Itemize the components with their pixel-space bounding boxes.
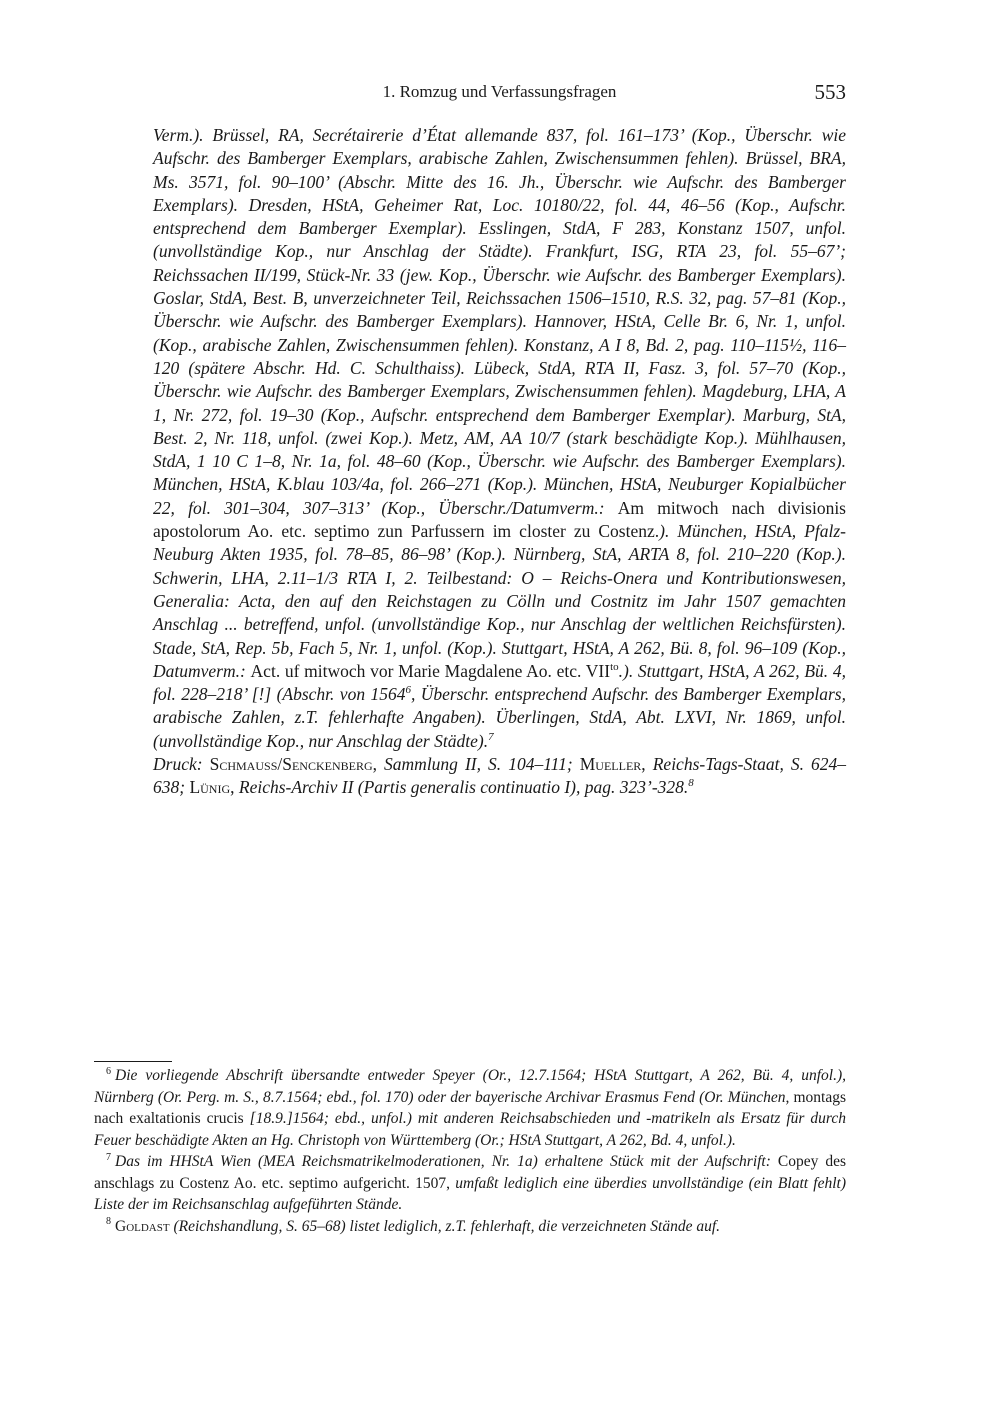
druck-author-3: Lünig, bbox=[189, 777, 235, 798]
footnote-7-number: 7 bbox=[106, 1151, 111, 1163]
druck-paragraph bbox=[153, 753, 846, 800]
druck-work-2: Reichs-Tags-Staat, S. 624–638; bbox=[153, 754, 847, 798]
date-quote-2: Act. uf mitwoch vor Marie Magdalene Ao. etc. $VII^{to}$ bbox=[250, 660, 619, 681]
sources-text-2: ). München, HStA, Pfalz-Neuburg Akten 1935, fol. 78–85, 86–98’ (Kop.). Nürnberg, StA, ARTA 8, fol. 210–220 (Kop.). Schwerin, LHA, 2.11–1/3 RTA I, 2. Teilbestand: O – Reichs-Onera und Kontributionswesen, Generalia: Acta, den auf den Reichstagen zu Cölln und Costnitz im Jahr 1507 gemachten Anschlag ... betreffend, unfol. (unvollständige Kop., nur Anschlag der weltlichen Reichsfürsten). Stade, StA, Rep. 5b, Fach 5, Nr. 1, unfol. (Kop.). Stuttgart, HStA, A 262, Bü. 8, fol. 96–109 (Kop., Datumverm.: bbox=[153, 521, 846, 681]
footnote-ref-6: 6 bbox=[405, 684, 411, 697]
date-quote-1: Am mitwoch nach divisionis apostolorum Ao. etc. septimo zun Parfussern im closter zu Costenz. bbox=[153, 497, 846, 542]
page-number: 553 bbox=[814, 80, 846, 104]
druck-work-3: Reichs-Archiv II (Partis generalis continuatio I), pag. 323’-328. bbox=[238, 777, 689, 798]
footnotes bbox=[94, 1065, 846, 1237]
footnote-6-number: 6 bbox=[106, 1065, 111, 1077]
footnote-rule bbox=[94, 1061, 172, 1062]
sources-text-3: .). Stuttgart, HStA, A 262, Bü. 4, fol. 228–218’ [!] (Abschr. von 1564 bbox=[153, 660, 847, 705]
footnote-8: $^8$ Goldast (Reichshandlung, S. 65–68) listet lediglich, z.T. fehlerhaft, die verzeichneten Stände auf. bbox=[106, 1216, 721, 1235]
footnote-ref-8: 8 bbox=[688, 777, 694, 790]
footnote-6-quote: montags nach exaltationis crucis bbox=[94, 1088, 846, 1127]
druck-label: Druck: bbox=[153, 754, 203, 775]
sources-paragraph bbox=[153, 124, 846, 753]
druck-author-2: Mueller, bbox=[579, 754, 646, 775]
footnote-8-author: Goldast bbox=[115, 1217, 170, 1235]
main-text bbox=[153, 124, 846, 800]
footnote-8-number: 8 bbox=[106, 1216, 111, 1228]
footnote-7: $^7$ Das im HHStA Wien (MEA Reichsmatrikelmoderationen, Nr. 1a) erhaltene Stück mit der Aufschrift: Copey des anschlags zu Costenz Ao. etc. septimo aufgericht. 1507, umfaßt lediglich eine überdies unvollständige (ein Blatt fehlt) Liste der im Reichsanschlag aufgeführten Stände. bbox=[94, 1151, 846, 1213]
footnote-6: $^6$ Die vorliegende Abschrift übersandte entweder Speyer (Or., 12.7.1564; HStA Stuttgart, A 262, Bü. 4, unfol.), Nürnberg (Or. Perg. m. S., 8.7.1564; ebd., fol. 170) oder der bayerische Archivar Erasmus Fend (Or. München, montags nach exaltationis crucis [18.9.]1564; ebd., unfol.) mit anderen Reichsabschieden und -matrikeln als Ersatz für durch Feuer beschädigte Akten an Hg. Christoph von Württemberg (Or.; HStA Stuttgart, A 262, Bd. 4, unfol.). bbox=[94, 1065, 846, 1149]
sources-text-4: , Überschr. entsprechend Aufschr. des Bamberger Exemplars, arabische Zahlen, z.T. fehlerhafte Angaben). Überlingen, StdA, Abt. LXVI, Nr. 1869, unfol. (unvollständige Kop., nur Anschlag der Städte). bbox=[153, 684, 846, 751]
running-head bbox=[153, 82, 846, 106]
footnote-ref-7: 7 bbox=[488, 730, 494, 743]
sources-text-1: Verm.). Brüssel, RA, Secrétairerie d’État allemande 837, fol. 161–173’ (Kop., Überschr. wie Aufschr. des Bamberger Exemplars, arabische Zahlen, Zwischensummen fehlen). Brüssel, BRA, Ms. 3571, fol. 90–100’ (Abschr. Mitte des 16. Jh., Überschr. wie Aufschr. des Bamberger Exemplars). Dresden, HStA, Geheimer Rat, Loc. 10180/22, fol. 44, 46–56 (Kop., Aufschr. entsprechend dem Bamberger Exemplar). Esslingen, StdA, F 283, Konstanz 1507, unfol. (unvollständige Kop., nur Anschlag der Städte). Frankfurt, ISG, RTA 23, fol. 55–67’; Reichssachen II/199, Stück-Nr. 33 (jew. Kop., Überschr. wie Aufschr. des Bamberger Exemplars). Goslar, StdA, Best. B, unverzeichneter Teil, Reichssachen 1506–1510, R.S. 32, pag. 57–81 (Kop., Überschr. wie Aufschr. des Bamberger Exemplars). Hannover, HStA, Celle Br. 6, Nr. 1, unfol. (Kop., arabische Zahlen, Zwischensummen fehlen). Konstanz, A I 8, Bd. 2, pag. 110–115½, 116–120 (spätere Abschr. Hd. C. Schulthaiss). Lübeck, StdA, RTA II, Fasz. 3, fol. 57–70 (Kop., Überschr. wie Aufschr. des Bamberger Exemplars, Zwischensummen fehlen). Magdeburg, LHA, A 1, Nr. 272, fol. 19–30 (Kop., Aufschr. entsprechend dem Bamberger Exemplar). Marburg, StA, Best. 2, Nr. 118, unfol. (zwei Kop.). Metz, AM, AA 10/7 (stark beschädigte Kop.). Mühlhausen, StdA, 1 10 C 1–8, Nr. 1a, fol. 48–60 (Kop., Überschr. wie Aufschr. des Bamberger Exemplars). München, HStA, K.blau 103/4a, fol. 266–271 (Kop.). München, HStA, Neuburger Kopialbücher 22, fol. 301–304, 307–313’ (Kop., Überschr./Datumverm.: bbox=[153, 125, 846, 518]
druck-author-1: Schmauss/Senckenberg, bbox=[209, 754, 377, 775]
superscript-to: to bbox=[610, 661, 619, 673]
footnote-7-quote: Copey des anschlags zu Costenz Ao. etc. septimo aufgericht. 1507, bbox=[94, 1153, 846, 1192]
chapter-title: 1. Romzug und Verfassungsfragen bbox=[382, 82, 617, 101]
druck-work-1: Sammlung II, S. 104–111; bbox=[384, 754, 573, 775]
